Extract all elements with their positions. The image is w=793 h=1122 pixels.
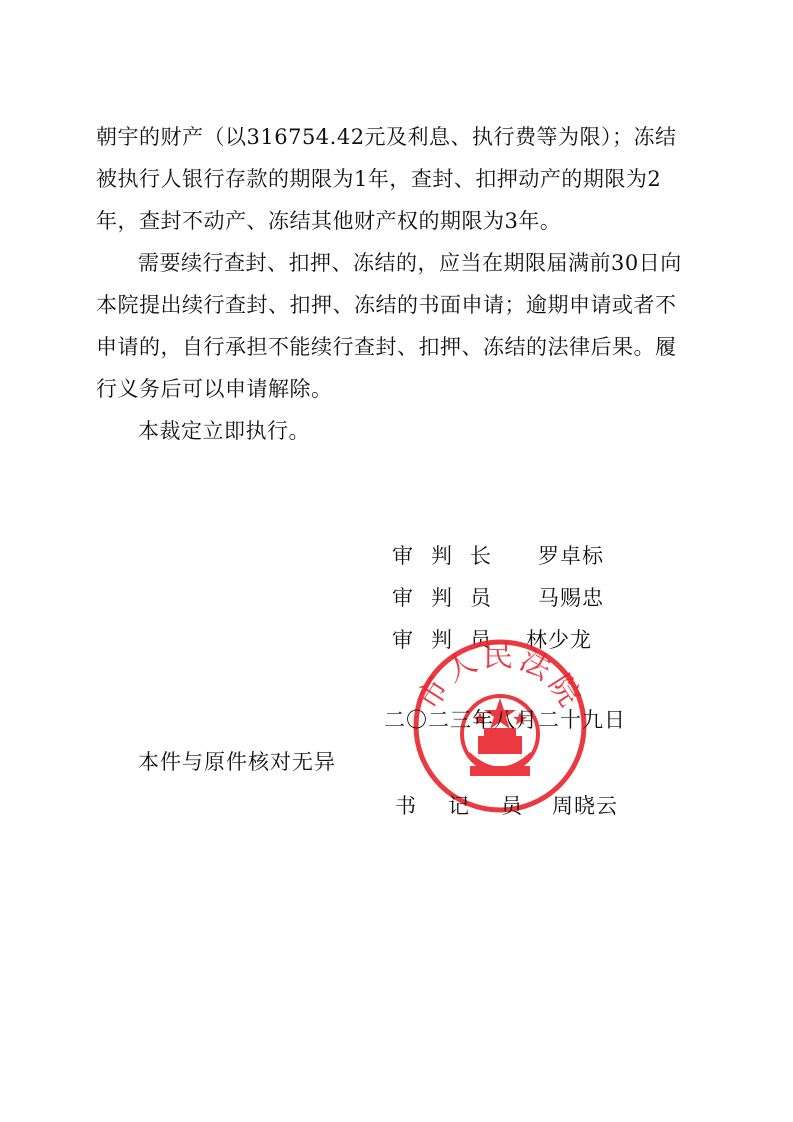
- signature-name-judge-1: 马赐忠: [538, 586, 604, 610]
- signature-role-judge-2: 审判员: [392, 628, 509, 652]
- seal-text: 市人民法院: [410, 639, 590, 716]
- signature-role-judge-1: 审判员: [392, 586, 509, 610]
- paragraph-renewal-notice: 需要续行查封、扣押、冻结的，应当在期限届满前30日向本院提出续行查封、扣押、冻结的书面申请；逾期申请或者不申请的，自行承担不能续行查封、扣押、冻结的法律后果。履行义务后可以申请解除。: [96, 251, 682, 401]
- signature-role-clerk: 书记员: [395, 794, 554, 818]
- signature-name-presiding-judge: 罗卓标: [538, 544, 604, 568]
- paragraph-execution: 本裁定立即执行。: [138, 419, 310, 443]
- signature-name-judge-2: 林少龙: [526, 628, 592, 652]
- verification-note: 本件与原件核对无异: [138, 750, 336, 774]
- paragraph-property-scope: 朝宇的财产（以316754.42元及利息、执行费等为限）；冻结被执行人银行存款的期限为1年，查封、扣押动产的期限为2年，查封不动产、冻结其他财产权的期限为3年。: [96, 125, 677, 233]
- document-date: 二〇二三年八月二十九日: [384, 708, 626, 732]
- signature-role-presiding-judge: 审判长: [392, 544, 509, 568]
- signature-name-clerk: 周晓云: [552, 794, 618, 818]
